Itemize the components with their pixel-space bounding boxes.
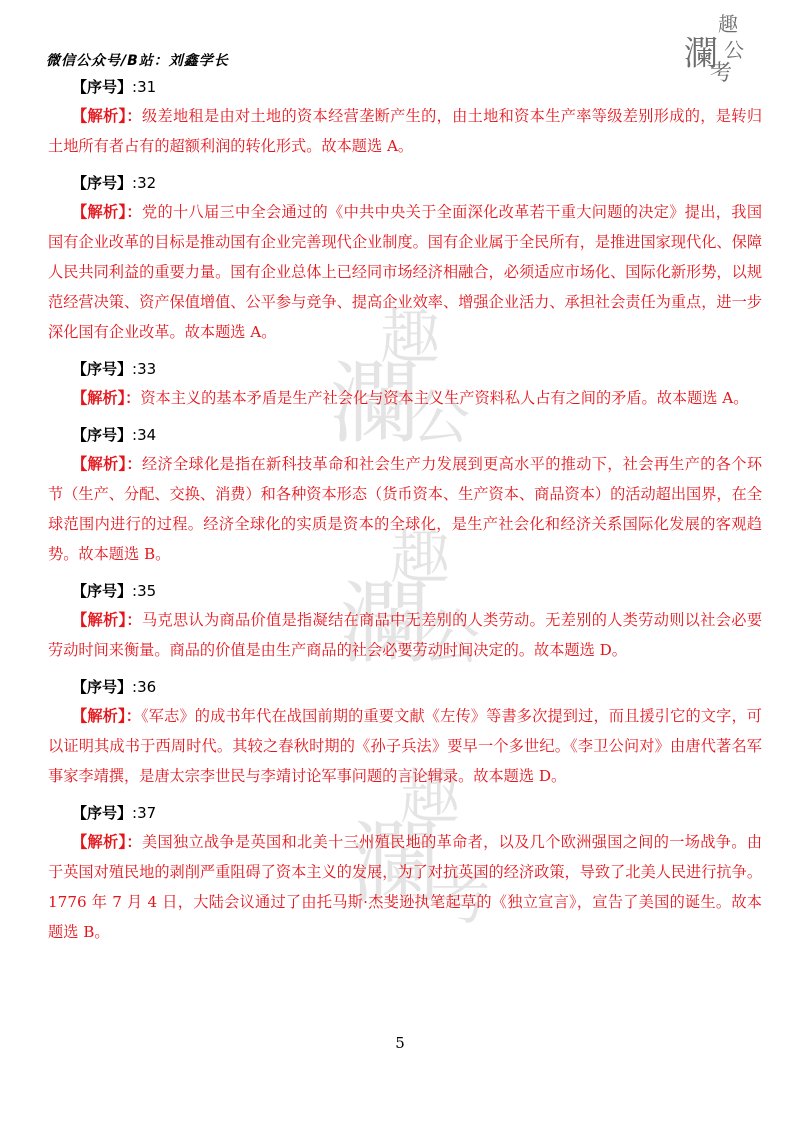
seq-value: :32 [132, 174, 157, 192]
question-number [48, 170, 762, 197]
seq-value: :33 [132, 360, 157, 378]
analysis-text: 资本主义的基本矛盾是生产社会化与资本主义生产资料私人占有之间的矛盾。故本题选 A。 [140, 389, 749, 407]
analysis-paragraph [48, 101, 762, 161]
analysis-text: 党的十八届三中全会通过的《中共中央关于全面深化改革若干重大问题的决定》提出，我国国有企业改革的目标是推动国有企业完善现代企业制度。国有企业属于全民所有，是推进国家现代化、保障人民共同利益的重要力量。国有企业总体上已经同市场经济相融合，必须适应市场化、国际化新形势，以规范经营决策、资产保值增值、公平参与竞争、提高企业效率、增强企业活力、承担社会责任为重点，进一步深化国有企业改革。故本题选 A。 [48, 203, 763, 341]
analysis-text: 级差地租是由对土地的资本经营垄断产生的，由土地和资本生产率等级差别形成的，是转归土地所有者占有的超额利润的转化形式。故本题选 A。 [48, 107, 763, 155]
page-number: 5 [395, 1034, 405, 1052]
logo-char: 趣 [718, 12, 738, 36]
logo-char: 瀾 [684, 34, 718, 74]
seq-label: 【序号】 [72, 174, 133, 192]
watermark-char: 公 [420, 603, 480, 673]
analysis-paragraph [48, 827, 762, 947]
analysis-text: 经济全球化是指在新科技革命和社会生产力发展到更高水平的推动下，社会再生产的各个环节（生产、分配、交换、消费）和各种资本形态（货币资本、生产资本、商品资本）的活动超出国界，在全球范围内进行的过程。经济全球化的实质是资本的全球化，是生产社会化和经济关系国际化发展的客观趋势。故本题选 B。 [48, 455, 763, 563]
seq-label: 【序号】 [72, 678, 133, 696]
seq-label: 【序号】 [72, 78, 133, 96]
analysis-label: 【解析】： [72, 389, 141, 407]
answer-item [48, 578, 762, 665]
analysis-label: 【解析】： [72, 611, 142, 629]
analysis-label: 【解析】： [72, 707, 142, 725]
analysis-paragraph [48, 197, 762, 347]
watermark-char: 趣 [390, 523, 450, 593]
seq-label: 【序号】 [72, 426, 133, 444]
answer-item [48, 170, 762, 347]
watermark-char: 趣 [400, 763, 460, 833]
analysis-paragraph [48, 449, 762, 569]
question-number [48, 578, 762, 605]
answer-item [48, 800, 762, 947]
analysis-label: 【解析】： [72, 203, 142, 221]
analysis-label: 【解析】： [72, 455, 142, 473]
question-number [48, 422, 762, 449]
seq-label: 【序号】 [72, 360, 133, 378]
question-number [48, 800, 762, 827]
analysis-paragraph [48, 383, 762, 413]
answer-item [48, 74, 762, 161]
answer-item [48, 422, 762, 569]
watermark-char: 趣 [380, 303, 440, 373]
question-number [48, 356, 762, 383]
seq-value: :37 [132, 804, 157, 822]
logo-char: 公 [724, 38, 744, 62]
header-source: 微信公众号/B站：刘鑫学长 [46, 53, 229, 69]
analysis-paragraph [48, 701, 762, 791]
logo-char: 考 [710, 61, 733, 86]
seq-label: 【序号】 [72, 804, 133, 822]
seq-value: :35 [132, 582, 157, 600]
analysis-label: 【解析】： [72, 833, 142, 851]
seq-value: :31 [132, 78, 157, 96]
answer-item [48, 356, 762, 413]
answer-item [48, 674, 762, 791]
analysis-paragraph [48, 605, 762, 665]
question-number [48, 74, 762, 101]
question-number [48, 674, 762, 701]
analysis-label: 【解析】： [72, 107, 142, 125]
watermark-char: 瀾 [340, 571, 430, 676]
seq-value: :36 [132, 678, 157, 696]
watermark-char: 考 [430, 863, 490, 933]
watermark-char: 公 [410, 383, 470, 453]
analysis-text: 马克思认为商品价值是指凝结在商品中无差别的人类劳动。无差别的人类劳动则以社会必要劳动时间来衡量。商品的价值是由生产商品的社会必要劳动时间决定的。故本题选 D。 [48, 611, 763, 659]
logo [680, 8, 760, 84]
seq-label: 【序号】 [72, 582, 133, 600]
watermark-char: 瀾 [350, 811, 440, 916]
analysis-text: 美国独立战争是英国和北美十三州殖民地的革命者，以及几个欧洲强国之间的一场战争。由于英国对殖民地的剥削严重阻碍了资本主义的发展，为了对抗英国的经济政策，导致了北美人民进行抗争。1776 年 7 月 4 日，大陆会议通过了由托马斯·杰斐逊执笔起草的《独立宣言》，宣告了美国的诞生。故本题选 B。 [48, 833, 763, 941]
answer-list [48, 74, 762, 956]
analysis-text: 《军志》的成书年代在战国前期的重要文献《左传》等書多次提到过，而且援引它的文字，可以证明其成书于西周时代。其较之春秋时期的《孙子兵法》要早一个多世纪。《李卫公问对》由唐代著名军事家李靖撰，是唐太宗李世民与李靖讨论军事问题的言论辑录。故本题选 D。 [48, 707, 762, 785]
watermark-char: 瀾 [330, 351, 420, 456]
seq-value: :34 [132, 426, 157, 444]
